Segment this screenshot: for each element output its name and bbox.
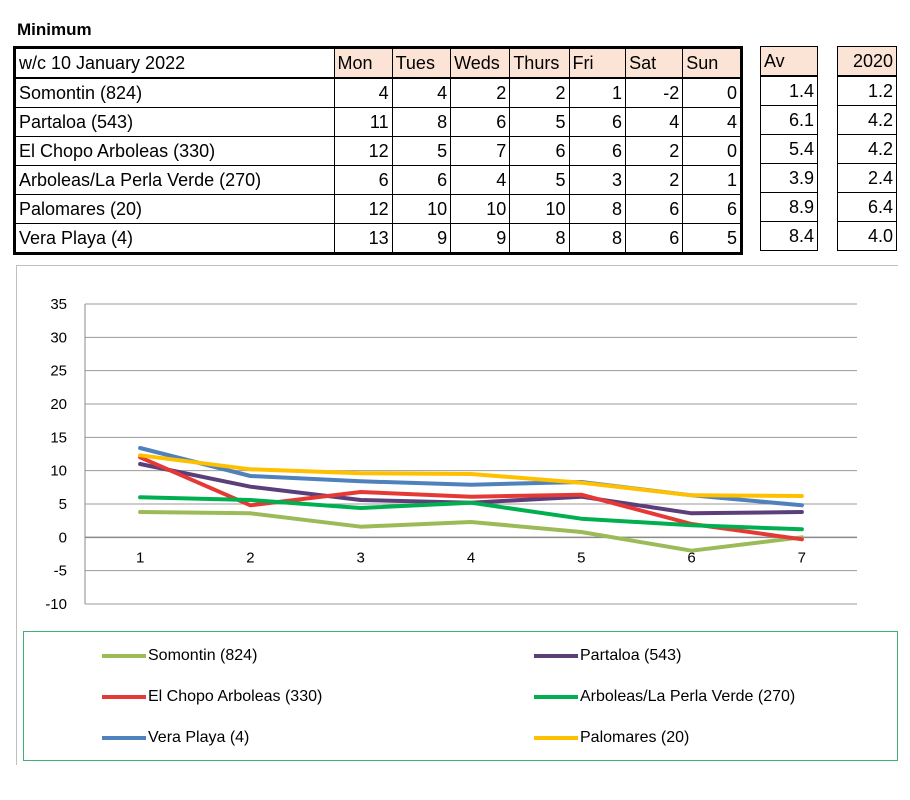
temperature-cell: 8 <box>569 195 626 224</box>
day-header: Mon <box>334 48 392 79</box>
year-row <box>838 135 897 164</box>
temperature-cell: 12 <box>334 195 392 224</box>
legend-swatch <box>102 736 146 740</box>
temperature-cell: 5 <box>392 137 451 166</box>
temperature-cell: 8 <box>392 108 451 137</box>
temperature-cell: 9 <box>451 224 510 254</box>
temperature-cell: 9 <box>392 224 451 254</box>
legend-label: Arboleas/La Perla Verde (270) <box>580 688 796 705</box>
average-cell: 3.9 <box>761 164 818 193</box>
year-row <box>838 222 897 251</box>
temperature-cell: 0 <box>683 137 742 166</box>
year-2020-cell: 6.4 <box>838 193 897 222</box>
y-tick-label: 10 <box>50 462 67 480</box>
table-row <box>15 108 742 137</box>
series-line <box>140 512 802 551</box>
table-row <box>15 166 742 195</box>
year-header: 2020 <box>838 47 897 77</box>
average-cell: 5.4 <box>761 135 818 164</box>
legend-item <box>534 647 681 665</box>
legend-label: Palomares (20) <box>580 729 690 746</box>
y-tick-label: 25 <box>50 362 67 380</box>
day-header: Weds <box>451 48 510 79</box>
temperature-cell: 6 <box>451 108 510 137</box>
y-tick-label: -5 <box>53 562 67 580</box>
temperature-cell: 6 <box>569 108 626 137</box>
x-tick-label: 5 <box>577 549 586 567</box>
temperature-cell: 6 <box>626 224 683 254</box>
y-tick-label: 5 <box>58 496 67 513</box>
legend-swatch <box>534 736 578 740</box>
temperature-cell: 1 <box>569 78 626 108</box>
year-2020-table <box>837 46 897 251</box>
legend-item <box>534 729 689 747</box>
av-row <box>761 135 818 164</box>
table-row <box>15 195 742 224</box>
temperature-cell: 6 <box>392 166 451 195</box>
location-name: Arboleas/La Perla Verde (270) <box>15 166 335 195</box>
av-header-row <box>761 47 818 77</box>
legend-swatch <box>534 654 578 658</box>
av-row <box>761 193 818 222</box>
temperature-cell: 6 <box>334 166 392 195</box>
location-name: Partaloa (543) <box>15 108 335 137</box>
line-chart <box>17 266 899 636</box>
y-tick-label: 0 <box>58 529 67 547</box>
table-header-row <box>15 48 742 79</box>
location-name: Somontin (824) <box>15 78 335 108</box>
year-2020-cell: 2.4 <box>838 164 897 193</box>
table-row <box>15 224 742 254</box>
temperature-cell: 6 <box>626 195 683 224</box>
legend-label: Somontin (824) <box>148 647 258 664</box>
year-2020-cell: 4.0 <box>838 222 897 251</box>
average-cell: 8.4 <box>761 222 818 251</box>
temperature-cell: 13 <box>334 224 392 254</box>
page-title: Minimum <box>17 20 92 39</box>
year-header-row <box>838 47 897 77</box>
temperature-cell: 8 <box>510 224 569 254</box>
x-tick-label: 2 <box>246 549 255 567</box>
temperature-cell: 5 <box>510 166 569 195</box>
y-tick-label: 20 <box>50 396 67 413</box>
average-cell: 1.4 <box>761 76 818 106</box>
temperature-cell: 5 <box>683 224 742 254</box>
year-2020-cell: 1.2 <box>838 76 897 106</box>
y-tick-label: -10 <box>45 596 67 613</box>
temperature-cell: 2 <box>626 137 683 166</box>
temperature-cell: 4 <box>451 166 510 195</box>
temperature-cell: 4 <box>392 78 451 108</box>
location-name: El Chopo Arboleas (330) <box>15 137 335 166</box>
legend-label: Partaloa (543) <box>580 647 682 664</box>
legend-label: Vera Playa (4) <box>148 729 250 746</box>
temperature-cell: 6 <box>569 137 626 166</box>
temperature-cell: 3 <box>569 166 626 195</box>
day-header: Tues <box>392 48 451 79</box>
day-header: Sat <box>626 48 683 79</box>
average-table <box>760 46 818 251</box>
temperature-cell: 4 <box>334 78 392 108</box>
legend-item <box>102 729 249 747</box>
temperature-cell: 10 <box>392 195 451 224</box>
chart-legend <box>23 631 898 761</box>
av-row <box>761 222 818 251</box>
x-tick-label: 4 <box>466 549 476 567</box>
y-tick-label: 15 <box>50 429 67 447</box>
temperature-cell: 2 <box>626 166 683 195</box>
temperature-cell: 10 <box>510 195 569 224</box>
temperature-cell: 1 <box>683 166 742 195</box>
year-2020-cell: 4.2 <box>838 106 897 135</box>
temperature-cell: 8 <box>569 224 626 254</box>
year-row <box>838 193 897 222</box>
temperature-cell: 12 <box>334 137 392 166</box>
x-tick-label: 3 <box>356 549 365 567</box>
week-label: w/c 10 January 2022 <box>15 48 335 79</box>
av-row <box>761 106 818 135</box>
day-header: Sun <box>683 48 742 79</box>
temperature-cell: 4 <box>683 108 742 137</box>
x-tick-label: 6 <box>687 549 696 567</box>
average-cell: 6.1 <box>761 106 818 135</box>
temperature-table <box>13 46 743 255</box>
temperature-cell: 5 <box>510 108 569 137</box>
day-header: Thurs <box>510 48 569 79</box>
temperature-cell: 6 <box>683 195 742 224</box>
day-header: Fri <box>569 48 626 79</box>
year-row <box>838 106 897 135</box>
temperature-cell: 10 <box>451 195 510 224</box>
temperature-cell: 6 <box>510 137 569 166</box>
av-header: Av <box>761 47 818 77</box>
legend-label: El Chopo Arboleas (330) <box>148 688 323 705</box>
legend-item <box>534 688 795 706</box>
legend-swatch <box>102 695 146 699</box>
table-row <box>15 137 742 166</box>
temperature-cell: 0 <box>683 78 742 108</box>
temperature-cell: 11 <box>334 108 392 137</box>
legend-item <box>102 688 322 706</box>
temperature-cell: 4 <box>626 108 683 137</box>
temperature-cell: 7 <box>451 137 510 166</box>
location-name: Palomares (20) <box>15 195 335 224</box>
temperature-cell: -2 <box>626 78 683 108</box>
av-row <box>761 164 818 193</box>
temperature-cell: 2 <box>510 78 569 108</box>
y-tick-label: 30 <box>50 329 67 347</box>
table-row <box>15 78 742 108</box>
temperature-cell: 2 <box>451 78 510 108</box>
location-name: Vera Playa (4) <box>15 224 335 254</box>
x-tick-label: 7 <box>797 549 807 567</box>
legend-swatch <box>534 695 578 699</box>
legend-item <box>102 647 257 665</box>
av-row <box>761 76 818 106</box>
year-row <box>838 76 897 106</box>
average-cell: 8.9 <box>761 193 818 222</box>
year-row <box>838 164 897 193</box>
y-tick-label: 35 <box>50 296 67 313</box>
legend-swatch <box>102 654 146 658</box>
series-line <box>140 455 802 496</box>
year-2020-cell: 4.2 <box>838 135 897 164</box>
x-tick-label: 1 <box>135 549 145 567</box>
